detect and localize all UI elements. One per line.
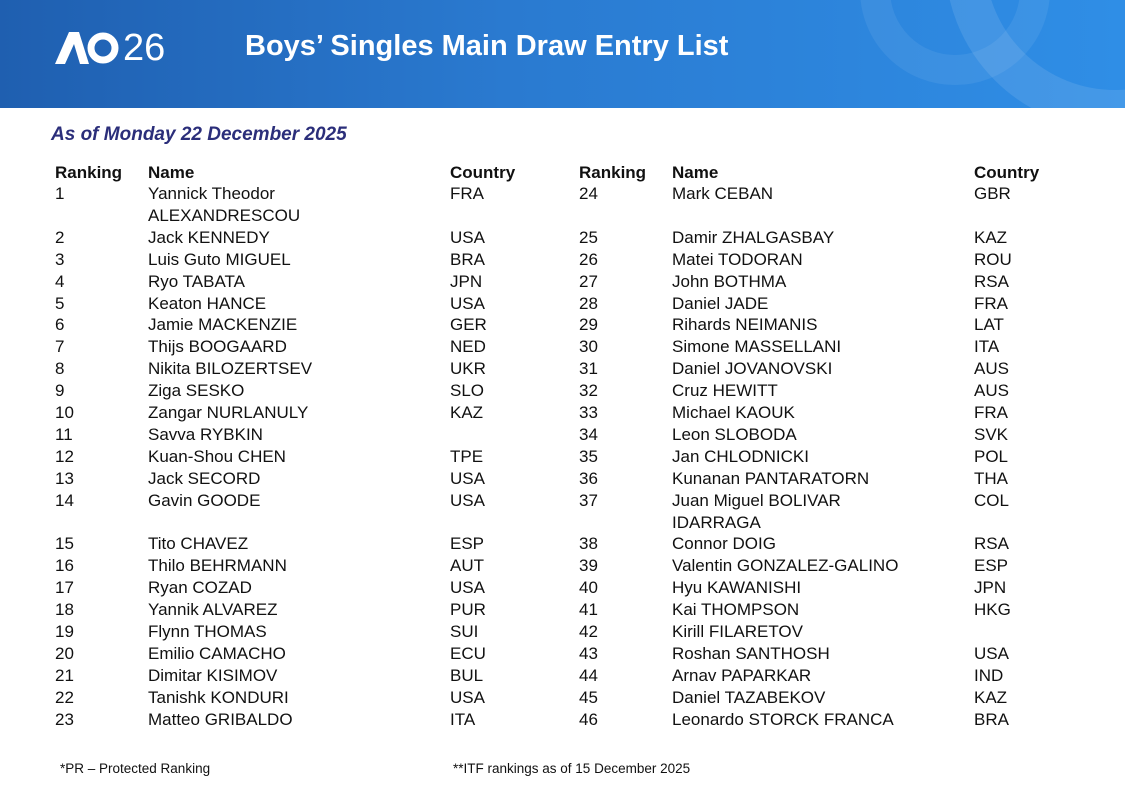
entry-name: Matteo GRIBALDO (148, 709, 293, 729)
entry-rank: 4 (55, 271, 65, 291)
entry-rank: 13 (55, 468, 74, 488)
entry-name: Leon SLOBODA (672, 424, 797, 444)
entry-name: Connor DOIG (672, 534, 776, 554)
entry-country: ESP (974, 556, 1009, 576)
entry-name: Tito CHAVEZ (148, 534, 249, 554)
entry-rank: 42 (579, 622, 598, 641)
entry-rank: 27 (579, 271, 598, 291)
entry-rank: 1 (55, 184, 65, 203)
entry-country: FRA (974, 293, 1008, 313)
entry-name: Arnav PAPARKAR (672, 665, 812, 685)
entry-name: Keaton HANCE (148, 293, 267, 313)
logo-year: 26 (123, 27, 166, 69)
entry-rank: 38 (579, 534, 598, 554)
entry-name: Gavin GOODE (148, 490, 261, 510)
entry-name: Daniel JADE (672, 293, 769, 313)
right-country-header: Country (974, 163, 1040, 182)
entry-country: USA (450, 293, 485, 313)
entry-name: Michael KAOUK (672, 403, 795, 422)
entry-name: Yannick Theodor (148, 184, 275, 203)
entry-country: HKG (974, 600, 1011, 620)
entry-country: ITA (974, 337, 1000, 357)
entry-rank: 16 (55, 556, 74, 576)
entry-rank: 45 (579, 687, 598, 707)
ao-logo-icon (55, 30, 119, 66)
entry-country: ECU (450, 643, 486, 663)
entry-name: Ryo TABATA (148, 271, 245, 291)
entry-country: FRA (974, 403, 1008, 422)
entry-country: BRA (974, 709, 1009, 729)
entry-rank: 5 (55, 293, 65, 313)
entry-country: ESP (450, 534, 485, 554)
entry-country: TPE (450, 446, 484, 466)
entry-name: Kuan-Shou CHEN (148, 446, 286, 466)
entry-country: BUL (450, 665, 484, 685)
entry-rank: 34 (579, 424, 598, 444)
entry-country: AUS (974, 359, 1009, 379)
entry-name: Jack SECORD (148, 468, 261, 488)
entry-country: USA (450, 490, 485, 510)
entry-rank: 9 (55, 381, 65, 401)
entry-rank: 19 (55, 622, 74, 641)
entry-name: Thijs BOOGAARD (148, 337, 287, 357)
entry-rank: 8 (55, 359, 65, 379)
entry-country: JPN (974, 578, 1007, 598)
as-of-date: As of Monday 22 December 2025 (51, 124, 347, 145)
entry-name: Cruz HEWITT (672, 381, 778, 401)
entry-country: COL (974, 490, 1009, 510)
entry-name: Valentin GONZALEZ-GALINO (672, 556, 899, 576)
entry-name: Matei TODORAN (672, 249, 803, 269)
entry-name: Simone MASSELLANI (672, 337, 842, 357)
entry-country: KAZ (450, 403, 484, 422)
entry-name-continued: ALEXANDRESCOU (148, 205, 301, 225)
entry-country: USA (974, 643, 1009, 663)
entry-country: ROU (974, 249, 1012, 269)
entry-rank: 36 (579, 468, 598, 488)
entry-name: Dimitar KISIMOV (148, 665, 278, 685)
entry-rank: 23 (55, 709, 74, 729)
entry-rank: 15 (55, 534, 74, 554)
entry-name: Jamie MACKENZIE (148, 315, 298, 335)
entry-rank: 21 (55, 665, 74, 685)
entry-rank: 6 (55, 315, 65, 335)
right-ranking-header: Ranking (579, 163, 647, 182)
entry-name: Yannik ALVAREZ (148, 600, 278, 620)
entry-rank: 32 (579, 381, 598, 401)
left-ranking-header: Ranking (55, 163, 123, 182)
entry-country: GBR (974, 184, 1011, 203)
entry-name: John BOTHMA (672, 271, 787, 291)
entry-country: NED (450, 337, 486, 357)
entry-rank: 40 (579, 578, 598, 598)
entry-country: SLO (450, 381, 485, 401)
entry-name: Daniel TAZABEKOV (672, 687, 826, 707)
entry-name: Jan CHLODNICKI (672, 446, 809, 466)
entry-rank: 39 (579, 556, 598, 576)
entry-country: SVK (974, 424, 1009, 444)
entry-country: RSA (974, 534, 1009, 554)
entry-country: POL (974, 446, 1009, 466)
entry-rank: 17 (55, 578, 74, 598)
entry-country: AUS (974, 381, 1009, 401)
entry-rank: 18 (55, 600, 74, 620)
entry-name: Savva RYBKIN (148, 424, 263, 444)
entry-country: USA (450, 578, 485, 598)
entry-country: JPN (450, 271, 483, 291)
entry-rank: 37 (579, 490, 598, 510)
entry-rank: 20 (55, 643, 74, 663)
entry-name: Jack KENNEDY (148, 227, 270, 247)
entry-name: Luis Guto MIGUEL (148, 249, 291, 269)
entry-rank: 44 (579, 665, 598, 685)
entry-rank: 24 (579, 184, 598, 203)
right-name-header: Name (672, 163, 719, 182)
entry-name: Ziga SESKO (148, 381, 245, 401)
entry-name: Tanishk KONDURI (148, 687, 289, 707)
entry-rank: 10 (55, 403, 74, 422)
entry-rank: 33 (579, 403, 598, 422)
entry-country: USA (450, 227, 485, 247)
page-title: Boys’ Singles Main Draw Entry List (245, 30, 729, 62)
entry-country: KAZ (974, 227, 1008, 247)
entry-rank: 3 (55, 249, 65, 269)
entry-name: Hyu KAWANISHI (672, 578, 802, 598)
entry-name: Roshan SANTHOSH (672, 643, 830, 663)
entry-name: Ryan COZAD (148, 578, 252, 598)
entry-rank: 43 (579, 643, 598, 663)
entry-rank: 28 (579, 293, 598, 313)
entry-rank: 25 (579, 227, 598, 247)
entry-rank: 7 (55, 337, 65, 357)
entry-country: GER (450, 315, 487, 335)
entry-name: Flynn THOMAS (148, 622, 267, 641)
left-name-header: Name (148, 163, 195, 182)
entry-rank: 12 (55, 446, 74, 466)
entry-name: Nikita BILOZERTSEV (148, 359, 313, 379)
entry-name: Emilio CAMACHO (148, 643, 286, 663)
ao26-logo (55, 28, 165, 68)
entry-name: Mark CEBAN (672, 184, 774, 203)
footnote-itf-rankings: **ITF rankings as of 15 December 2025 (453, 761, 691, 776)
entry-rank: 41 (579, 600, 598, 620)
entry-rank: 35 (579, 446, 598, 466)
entry-name: Rihards NEIMANIS (672, 315, 818, 335)
entry-rank: 31 (579, 359, 598, 379)
entry-rank: 30 (579, 337, 598, 357)
entry-name: Daniel JOVANOVSKI (672, 359, 833, 379)
entry-name: Damir ZHALGASBAY (672, 227, 835, 247)
entry-rank: 11 (55, 424, 73, 444)
entry-name: Zangar NURLANULY (148, 403, 309, 422)
entry-country: UKR (450, 359, 486, 379)
entry-country: ITA (450, 709, 476, 729)
entry-country: SUI (450, 622, 479, 641)
entry-rank: 14 (55, 490, 74, 510)
entry-rank: 46 (579, 709, 598, 729)
entry-country: IND (974, 665, 1004, 685)
entry-name: Kunanan PANTARATORN (672, 468, 870, 488)
header-banner (0, 0, 1125, 108)
entry-name-continued: IDARRAGA (672, 512, 761, 532)
entry-country: BRA (450, 249, 485, 269)
entry-name: Kirill FILARETOV (672, 622, 803, 641)
entry-name: Thilo BEHRMANN (148, 556, 287, 576)
entry-rank: 22 (55, 687, 74, 707)
entry-country: USA (450, 468, 485, 488)
entry-country: RSA (974, 271, 1009, 291)
entry-name: Kai THOMPSON (672, 600, 800, 620)
entry-name: Juan Miguel BOLIVAR (672, 490, 841, 510)
entry-country: FRA (450, 184, 484, 203)
entry-country: LAT (974, 315, 1004, 335)
entry-rank: 29 (579, 315, 598, 335)
entry-rank: 26 (579, 249, 598, 269)
entry-country: AUT (450, 556, 484, 576)
entry-country: PUR (450, 600, 486, 620)
footnote-protected-ranking: *PR – Protected Ranking (60, 761, 211, 776)
entry-country: THA (974, 468, 1008, 488)
entry-country: USA (450, 687, 485, 707)
left-country-header: Country (450, 163, 516, 182)
entry-rank: 2 (55, 227, 65, 247)
entry-name: Leonardo STORCK FRANCA (672, 709, 894, 729)
entry-country: KAZ (974, 687, 1008, 707)
